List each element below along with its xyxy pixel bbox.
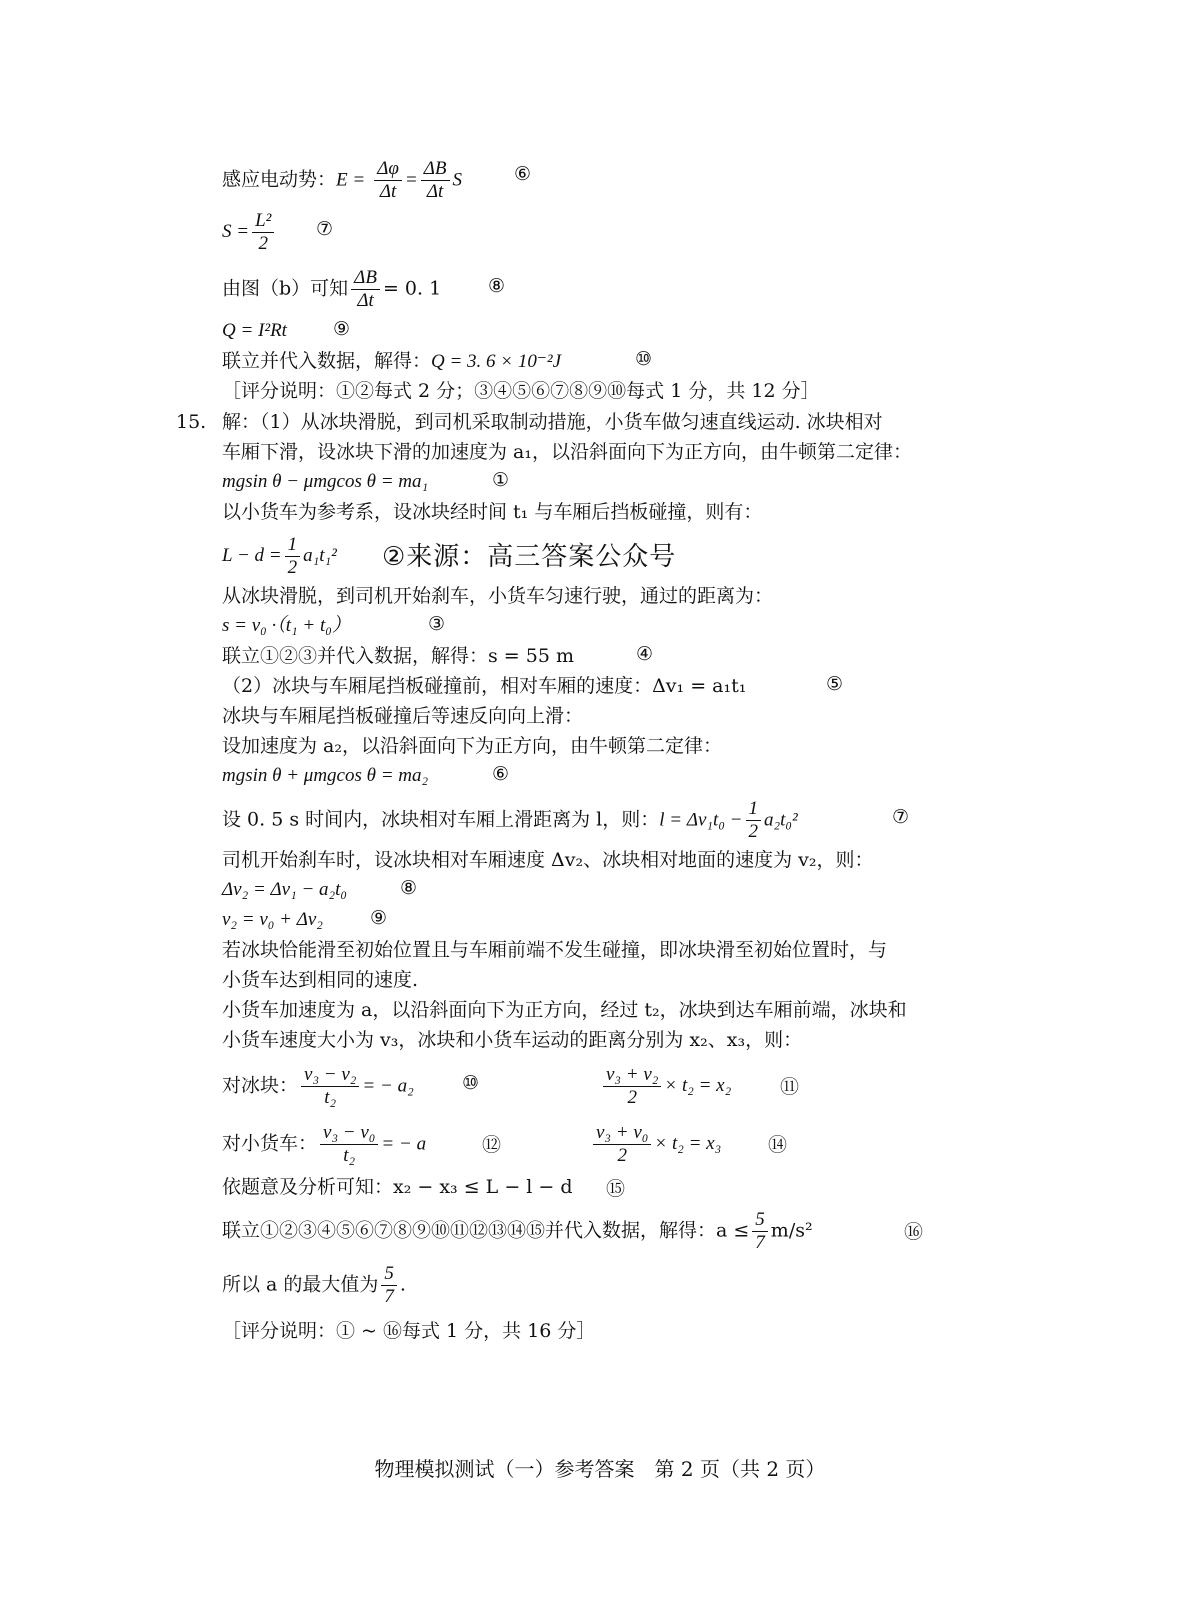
frac-den: Δt: [426, 181, 444, 202]
mark-2-source: ②来源：高三答案公众号: [382, 542, 677, 572]
mark-7: ⑦: [316, 218, 334, 240]
frac-num: L²: [252, 210, 274, 233]
frac-v3-plus-v0: [593, 1122, 651, 1167]
q15-eq-2: [222, 534, 337, 579]
frac-5-7: [752, 1209, 768, 1254]
mark-4: ④: [636, 643, 654, 665]
frac-den: t₂: [343, 1145, 356, 1166]
q15-line-24: [222, 1209, 813, 1254]
mark-16: ⑯: [904, 1221, 924, 1243]
scoring-note-14: ［评分说明：①②每式 2 分；③④⑤⑥⑦⑧⑨⑩每式 1 分，共 12 分］: [222, 380, 820, 402]
line-text: 设 0. 5 s 时间内，冰块相对车厢上滑距离为 l，则：: [222, 808, 660, 831]
frac-den: 2: [748, 821, 758, 842]
mark-9b: ⑨: [370, 907, 388, 929]
eq-rhs: S: [452, 169, 463, 191]
q15-eq-8: Δv₂ = Δv₁ − a₂t₀: [222, 879, 348, 900]
mark-15: ⑮: [606, 1178, 626, 1200]
q15-line-14: 司机开始刹车时，设冰块相对车厢速度 Δv₂、冰块相对地面的速度为 v₂，则：: [222, 849, 874, 871]
mark-8b: ⑧: [400, 877, 418, 899]
page-footer: 物理模拟测试（一）参考答案 第 2 页（共 2 页）: [374, 1457, 826, 1481]
frac-5-7: [381, 1263, 397, 1308]
label-emf: 感应电动势：: [222, 168, 337, 191]
eq-rhs: = − a₂: [362, 1075, 414, 1097]
frac-num: 1: [285, 534, 301, 557]
q15-line-2: 车厢下滑，设冰块下滑的加速度为 a₁，以沿斜面向下为正方向，由牛顿第二定律：: [222, 441, 912, 463]
eq-rhs: a₂t₀²: [764, 809, 798, 831]
eq-lhs: S =: [222, 220, 250, 242]
mark-12: ⑫: [482, 1134, 502, 1156]
mark-1: ①: [492, 469, 510, 491]
q15-ice-eq-b: [600, 1064, 731, 1109]
q15-line-20: 小货车速度大小为 v₃，冰块和小货车运动的距离分别为 x₂、x₃，则：: [222, 1029, 803, 1051]
frac-num: v₃ + v₂: [603, 1064, 661, 1087]
mark-10b: ⑩: [462, 1072, 480, 1094]
q15-truck-eq-b: [590, 1122, 721, 1167]
eq-lhs: l = Δv₁t₀ −: [659, 809, 743, 831]
eq-rhs: × t₂ = x₂: [664, 1074, 732, 1096]
frac-l2-2: [252, 210, 274, 255]
mark-10: ⑩: [635, 348, 653, 370]
eq-lhs: L − d =: [222, 544, 282, 566]
eq-rhs: = 0. 1: [382, 277, 442, 300]
q15-line-1: 解：（1）从冰块滑脱，到司机采取制动措施，小货车做匀速直线运动. 冰块相对: [222, 411, 883, 433]
question-number: 15.: [176, 411, 207, 433]
frac-half: [746, 798, 762, 843]
eq-rhs: a₁t₁²: [303, 544, 337, 566]
frac-den: 2: [258, 233, 268, 254]
label-from-graph: 由图（b）可知: [222, 277, 349, 300]
result-text: 联立并代入数据，解得：: [222, 350, 432, 372]
mark-7b: ⑦: [892, 806, 910, 828]
mark-6: ⑥: [514, 163, 532, 185]
frac-num: Δφ: [374, 158, 402, 181]
frac-num: v₃ − v₀: [320, 1122, 378, 1145]
frac-den: t₂: [324, 1087, 337, 1108]
frac-den: Δt: [379, 181, 397, 202]
frac-num: 1: [746, 798, 762, 821]
frac-den: 2: [287, 557, 298, 578]
q15-line-13: [222, 798, 798, 843]
label-truck: 对小货车：: [222, 1132, 318, 1155]
frac-den: 7: [384, 1286, 394, 1307]
mark-14: ⑭: [768, 1134, 788, 1156]
q15-line-18: 小货车达到相同的速度.: [222, 969, 419, 991]
frac-den: 7: [755, 1232, 765, 1253]
q15-line-6: 从冰块滑脱，到司机开始刹车，小货车匀速行驶，通过的距离为：: [222, 585, 774, 607]
frac-v3-v0: [320, 1122, 378, 1167]
line-text: 联立①②③④⑤⑥⑦⑧⑨⑩⑪⑫⑬⑭⑮并代入数据，解得：a ≤: [222, 1219, 750, 1242]
frac-v3-plus-v2: [603, 1064, 661, 1109]
frac-den: Δt: [357, 290, 374, 311]
frac-v3-v2: [301, 1064, 359, 1109]
frac-num: v₃ + v₀: [593, 1122, 651, 1145]
eq-area: [222, 210, 277, 255]
q15-line-23: 依题意及分析可知：x₂ − x₃ ≤ L − l − d: [222, 1176, 573, 1198]
q15-line-10: 冰块与车厢尾挡板碰撞后等速反向向上滑：: [222, 705, 584, 727]
frac-num: ΔB: [351, 267, 380, 290]
eq-heat: Q = I²Rt: [222, 320, 287, 341]
q15-line-11: 设加速度为 a₂，以沿斜面向下为正方向，由牛顿第二定律：: [222, 735, 722, 757]
eq-induced-emf: [222, 158, 462, 203]
line-text: 所以 a 的最大值为: [222, 1273, 379, 1296]
result-eq: Q = 3. 6 × 10⁻²J: [431, 351, 562, 372]
frac-den: 2: [627, 1087, 637, 1108]
mark-5: ⑤: [826, 673, 844, 695]
q15-line-9: （2）冰块与车厢尾挡板碰撞前，相对车厢的速度：Δv₁ = a₁t₁: [222, 675, 747, 697]
unit: m/s²: [770, 1219, 813, 1242]
scoring-note-15: ［评分说明：① ~ ⑯每式 1 分，共 16 分］: [222, 1320, 596, 1342]
label-ice: 对冰块：: [222, 1074, 299, 1097]
eq-rhs: = − a: [381, 1133, 427, 1155]
q15-line-19: 小货车加速度为 a，以沿斜面向下为正方向，经过 t₂，冰块到达车厢前端，冰块和: [222, 999, 907, 1021]
eq-from-graph: [222, 267, 441, 312]
mark-9: ⑨: [333, 318, 351, 340]
q15-eq-9: v₂ = v₀ + Δv₂: [222, 909, 323, 930]
q15-line-17: 若冰块恰能滑至初始位置且与车厢前端不发生碰撞，即冰块滑至初始位置时，与: [222, 939, 888, 961]
q15-eq-3: s = v₀ ·（t₁ + t₀）: [222, 615, 351, 636]
frac-num: 5: [381, 1263, 397, 1286]
eq-result-q: [222, 348, 561, 375]
eq-rhs: × t₂ = x₃: [654, 1132, 722, 1154]
q15-truck-eq-a: [222, 1122, 426, 1167]
period: .: [399, 1273, 406, 1296]
eq-mid: =: [404, 169, 418, 191]
mark-3: ③: [428, 613, 446, 635]
frac-db-dt: [351, 267, 380, 312]
q15-line-8: 联立①②③并代入数据，解得：s = 55 m: [222, 645, 574, 667]
q15-eq-6: mgsin θ + μmgcos θ = ma₂: [222, 765, 429, 786]
frac-half: [285, 534, 301, 579]
eq-lhs: E =: [336, 169, 366, 191]
mark-6b: ⑥: [492, 763, 510, 785]
mark-8: ⑧: [488, 275, 506, 297]
frac-num: 5: [752, 1209, 768, 1232]
q15-line-4: 以小货车为参考系，设冰块经时间 t₁ 与车厢后挡板碰撞，则有：: [222, 501, 763, 523]
frac-den: 2: [617, 1145, 627, 1166]
mark-11: ⑪: [780, 1076, 800, 1098]
q15-ice-eq-a: [222, 1064, 414, 1109]
frac-num: v₃ − v₂: [301, 1064, 359, 1087]
frac-dphi-dt: [374, 158, 402, 203]
frac-db-dt: [421, 158, 450, 203]
q15-line-25: [222, 1263, 406, 1308]
frac-num: ΔB: [421, 158, 450, 181]
q15-eq-1: mgsin θ − μmgcos θ = ma₁: [222, 471, 429, 492]
